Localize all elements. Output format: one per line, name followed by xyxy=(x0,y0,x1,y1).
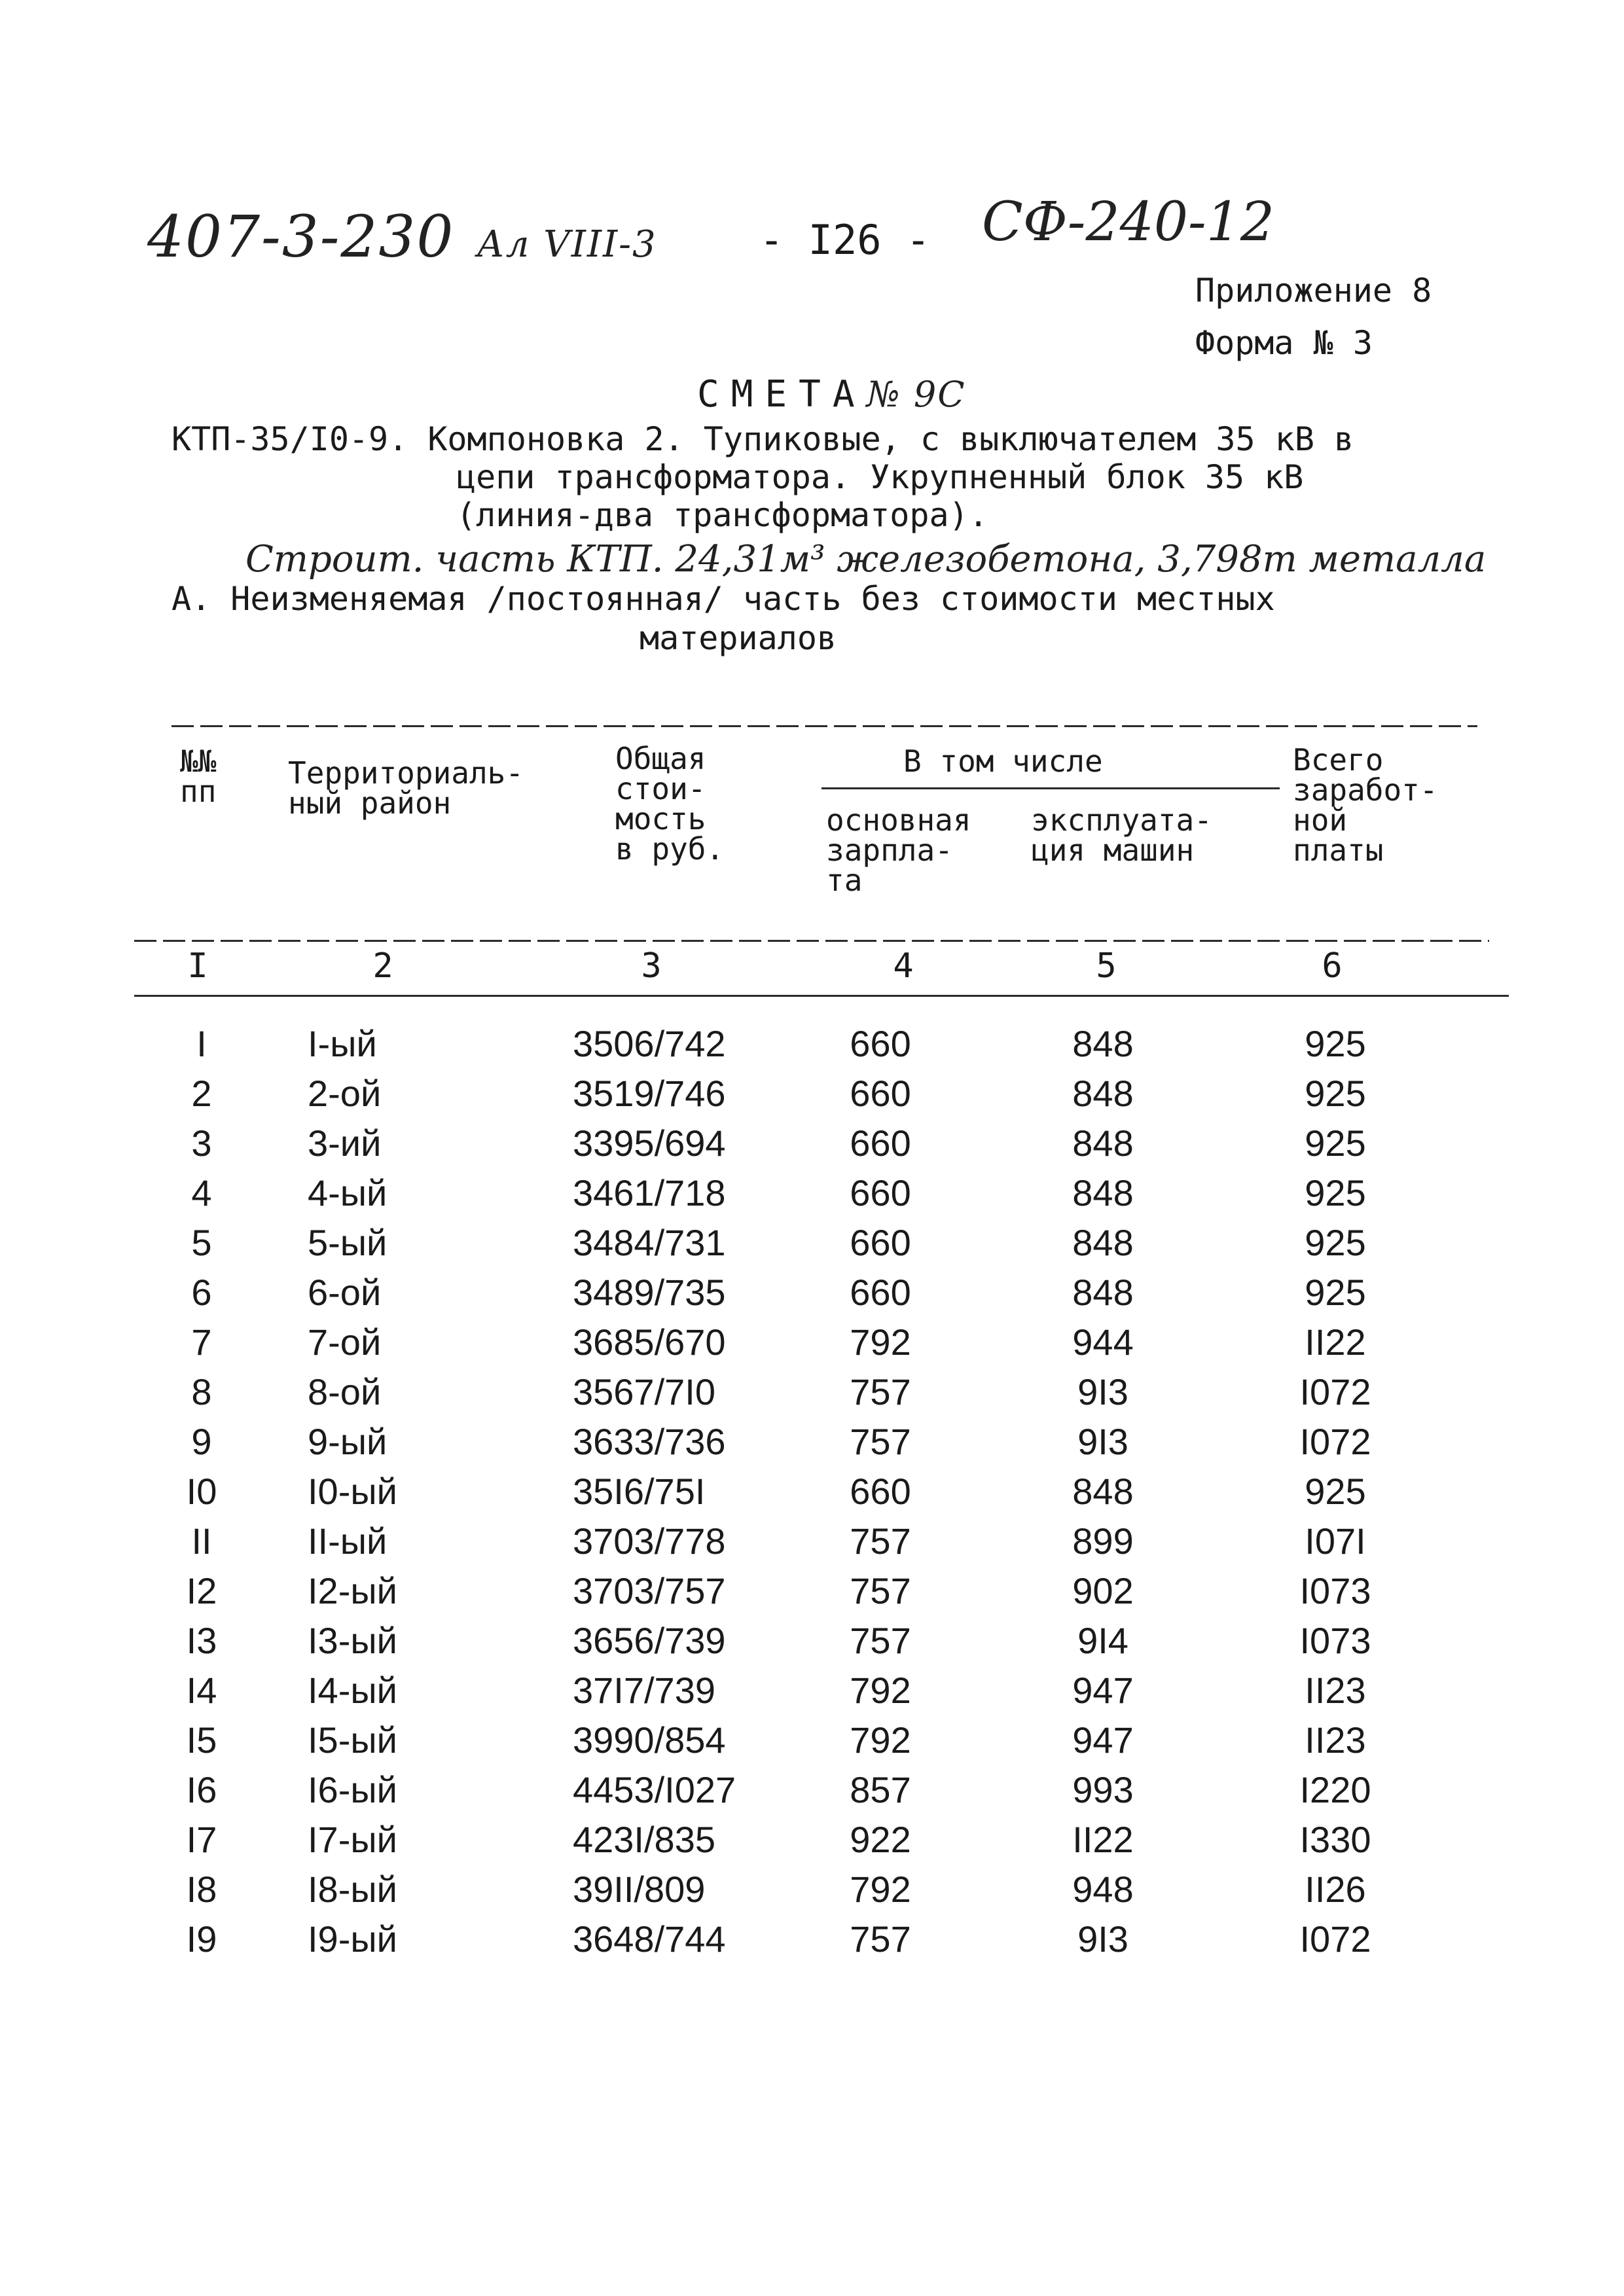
column-number-2: 2 xyxy=(372,946,393,986)
page-number: - I26 - xyxy=(759,216,931,264)
region: I-ый xyxy=(308,1023,377,1064)
table-row xyxy=(0,1768,1624,1818)
handwritten-note: Строит. часть КТП. 24,31м³ железобетона, 3,798т металла xyxy=(245,538,1487,581)
total-salary: I220 xyxy=(1299,1769,1371,1810)
total-salary: 925 xyxy=(1305,1122,1366,1164)
description-line-3: (линия-два трансформатора). xyxy=(456,496,988,534)
total-salary: 925 xyxy=(1305,1272,1366,1313)
total-cost: 3484/731 xyxy=(573,1222,726,1263)
machine-operation: 848 xyxy=(1072,1172,1134,1213)
machine-operation: 848 xyxy=(1072,1073,1134,1114)
region: I5-ый xyxy=(308,1719,397,1761)
table-row xyxy=(0,1122,1624,1172)
total-cost: 3685/670 xyxy=(573,1321,726,1363)
base-salary: 792 xyxy=(850,1670,911,1711)
total-salary: I330 xyxy=(1299,1819,1371,1860)
total-salary: I07I xyxy=(1305,1520,1366,1562)
row-number: 6 xyxy=(191,1272,212,1313)
region: 2-ой xyxy=(308,1073,382,1114)
total-cost: 3489/735 xyxy=(573,1272,726,1313)
machine-operation: 848 xyxy=(1072,1023,1134,1064)
total-salary: I072 xyxy=(1299,1918,1371,1960)
description-line-2: цепи трансформатора. Укрупненный блок 35 кВ xyxy=(456,458,1304,496)
base-salary: 757 xyxy=(850,1918,911,1960)
base-salary: 922 xyxy=(850,1819,911,1860)
header-total-cost: Общая стои- мость в руб. xyxy=(615,741,725,867)
machine-operation: 848 xyxy=(1072,1222,1134,1263)
base-salary: 660 xyxy=(850,1172,911,1213)
row-number: 5 xyxy=(191,1222,212,1263)
region: I4-ый xyxy=(308,1670,397,1711)
total-salary: II22 xyxy=(1305,1321,1366,1363)
including-rule xyxy=(821,787,1280,789)
header-number: №№ пп xyxy=(180,744,217,809)
total-cost: 4453/I027 xyxy=(573,1769,736,1810)
total-salary: II26 xyxy=(1305,1869,1366,1910)
document-code: 407-3-230 xyxy=(147,203,455,270)
table-row xyxy=(0,1321,1624,1371)
total-salary: I072 xyxy=(1299,1421,1371,1462)
total-cost: 39II/809 xyxy=(573,1869,706,1910)
machine-operation: 848 xyxy=(1072,1272,1134,1313)
machine-operation: 9I4 xyxy=(1077,1620,1128,1661)
region: I3-ый xyxy=(308,1620,397,1661)
row-number: 9 xyxy=(191,1421,212,1462)
row-number: I0 xyxy=(186,1471,217,1512)
row-number: 3 xyxy=(191,1122,212,1164)
header-bottom-rule xyxy=(134,940,1489,942)
appendix-label: Приложение 8 xyxy=(1195,272,1432,310)
total-cost: 3519/746 xyxy=(573,1073,726,1114)
table-row xyxy=(0,1669,1624,1719)
table-row xyxy=(0,1022,1624,1072)
column-number-6: 6 xyxy=(1322,946,1343,986)
machine-operation: 9I3 xyxy=(1077,1918,1128,1960)
total-cost: 3567/7I0 xyxy=(573,1371,715,1412)
table-row xyxy=(0,1719,1624,1768)
region: I0-ый xyxy=(308,1471,397,1512)
total-cost: 3703/778 xyxy=(573,1520,726,1562)
region: I9-ый xyxy=(308,1918,397,1960)
total-salary: II23 xyxy=(1305,1670,1366,1711)
machine-operation: 9I3 xyxy=(1077,1421,1128,1462)
region: 9-ый xyxy=(308,1421,388,1462)
album-note: Ал VIII-3 xyxy=(477,223,657,266)
total-cost: 3461/718 xyxy=(573,1172,726,1213)
machine-operation: 944 xyxy=(1072,1321,1134,1363)
row-number: I9 xyxy=(186,1918,217,1960)
document-title xyxy=(697,373,966,416)
row-number: II xyxy=(191,1520,212,1562)
machine-operation: 902 xyxy=(1072,1570,1134,1611)
table-top-rule xyxy=(171,725,1477,727)
base-salary: 757 xyxy=(850,1371,911,1412)
total-salary: 925 xyxy=(1305,1172,1366,1213)
base-salary: 660 xyxy=(850,1471,911,1512)
table-row xyxy=(0,1570,1624,1619)
base-salary: 792 xyxy=(850,1719,911,1761)
header-including: В том числе xyxy=(903,744,1103,779)
total-cost: 3648/744 xyxy=(573,1918,726,1960)
region: 3-ий xyxy=(308,1122,382,1164)
section-heading xyxy=(171,579,1546,658)
base-salary: 757 xyxy=(850,1421,911,1462)
estimate-description xyxy=(171,420,1481,534)
total-salary: 925 xyxy=(1305,1471,1366,1512)
base-salary: 857 xyxy=(850,1769,911,1810)
machine-operation: 993 xyxy=(1072,1769,1134,1810)
header-machine-operation: эксплуата- ция машин xyxy=(1031,802,1212,868)
table-row xyxy=(0,1172,1624,1221)
table-row xyxy=(0,1221,1624,1271)
row-number: I4 xyxy=(186,1670,217,1711)
base-salary: 757 xyxy=(850,1570,911,1611)
machine-operation: 848 xyxy=(1072,1122,1134,1164)
total-cost: 3395/694 xyxy=(573,1122,726,1164)
header-region: Территориаль- ный район xyxy=(288,755,524,821)
table-row xyxy=(0,1420,1624,1470)
total-salary: II23 xyxy=(1305,1719,1366,1761)
title-main: СМЕТА xyxy=(697,373,867,416)
total-salary: I072 xyxy=(1299,1371,1371,1412)
machine-operation: 948 xyxy=(1072,1869,1134,1910)
region: 7-ой xyxy=(308,1321,382,1363)
form-number: Форма № 3 xyxy=(1195,324,1373,362)
machine-operation: II22 xyxy=(1072,1819,1134,1860)
region: II-ый xyxy=(308,1520,388,1562)
base-salary: 660 xyxy=(850,1222,911,1263)
total-cost: 423I/835 xyxy=(573,1819,715,1860)
total-salary: 925 xyxy=(1305,1073,1366,1114)
header-base-salary: основная зарпла- та xyxy=(826,802,971,898)
region: 8-ой xyxy=(308,1371,382,1412)
table-row xyxy=(0,1520,1624,1570)
title-number: № 9С xyxy=(866,374,966,415)
row-number: I8 xyxy=(186,1869,217,1910)
region: 6-ой xyxy=(308,1272,382,1313)
row-number: 4 xyxy=(191,1172,212,1213)
base-salary: 660 xyxy=(850,1122,911,1164)
section-line-1: А. Неизменяемая /постоянная/ часть без стоимости местных xyxy=(171,580,1275,618)
total-salary: 925 xyxy=(1305,1023,1366,1064)
description-line-1: КТП-35/I0-9. Компоновка 2. Тупиковые, с выключателем 35 кВ в xyxy=(171,420,1354,458)
column-number-1: I xyxy=(187,946,208,986)
machine-operation: 899 xyxy=(1072,1520,1134,1562)
column-number-3: 3 xyxy=(641,946,662,986)
document-code-left xyxy=(147,203,657,270)
region: I7-ый xyxy=(308,1819,397,1860)
column-numbers-rule xyxy=(134,995,1509,997)
base-salary: 792 xyxy=(850,1321,911,1363)
header-total-salary: Всего заработ- ной платы xyxy=(1293,742,1438,868)
table-row xyxy=(0,1072,1624,1122)
section-line-2: материалов xyxy=(640,619,837,657)
region: I2-ый xyxy=(308,1570,397,1611)
table-row xyxy=(0,1818,1624,1868)
row-number: 7 xyxy=(191,1321,212,1363)
row-number: I5 xyxy=(186,1719,217,1761)
total-cost: 3990/854 xyxy=(573,1719,726,1761)
table-row xyxy=(0,1868,1624,1918)
base-salary: 660 xyxy=(850,1023,911,1064)
total-cost: 3633/736 xyxy=(573,1421,726,1462)
table-row xyxy=(0,1470,1624,1520)
region: 4-ый xyxy=(308,1172,388,1213)
base-salary: 757 xyxy=(850,1620,911,1661)
row-number: I6 xyxy=(186,1769,217,1810)
total-cost: 3703/757 xyxy=(573,1570,726,1611)
total-salary: I073 xyxy=(1299,1620,1371,1661)
row-number: 8 xyxy=(191,1371,212,1412)
base-salary: 757 xyxy=(850,1520,911,1562)
machine-operation: 848 xyxy=(1072,1471,1134,1512)
row-number: I3 xyxy=(186,1620,217,1661)
row-number: 2 xyxy=(191,1073,212,1114)
region: I8-ый xyxy=(308,1869,397,1910)
machine-operation: 947 xyxy=(1072,1719,1134,1761)
document-code-right: СФ-240-12 xyxy=(982,191,1275,253)
table-row xyxy=(0,1918,1624,1967)
base-salary: 660 xyxy=(850,1272,911,1313)
total-salary: I073 xyxy=(1299,1570,1371,1611)
machine-operation: 947 xyxy=(1072,1670,1134,1711)
column-number-5: 5 xyxy=(1096,946,1117,986)
total-cost: 3656/739 xyxy=(573,1620,726,1661)
region: 5-ый xyxy=(308,1222,388,1263)
table-row xyxy=(0,1371,1624,1420)
total-cost: 3506/742 xyxy=(573,1023,726,1064)
row-number: I xyxy=(196,1023,207,1064)
column-number-4: 4 xyxy=(893,946,914,986)
machine-operation: 9I3 xyxy=(1077,1371,1128,1412)
row-number: I7 xyxy=(186,1819,217,1860)
total-salary: 925 xyxy=(1305,1222,1366,1263)
total-cost: 37I7/739 xyxy=(573,1670,715,1711)
row-number: I2 xyxy=(186,1570,217,1611)
base-salary: 792 xyxy=(850,1869,911,1910)
region: I6-ый xyxy=(308,1769,397,1810)
table-row xyxy=(0,1271,1624,1321)
table-row xyxy=(0,1619,1624,1669)
total-cost: 35I6/75I xyxy=(573,1471,706,1512)
base-salary: 660 xyxy=(850,1073,911,1114)
